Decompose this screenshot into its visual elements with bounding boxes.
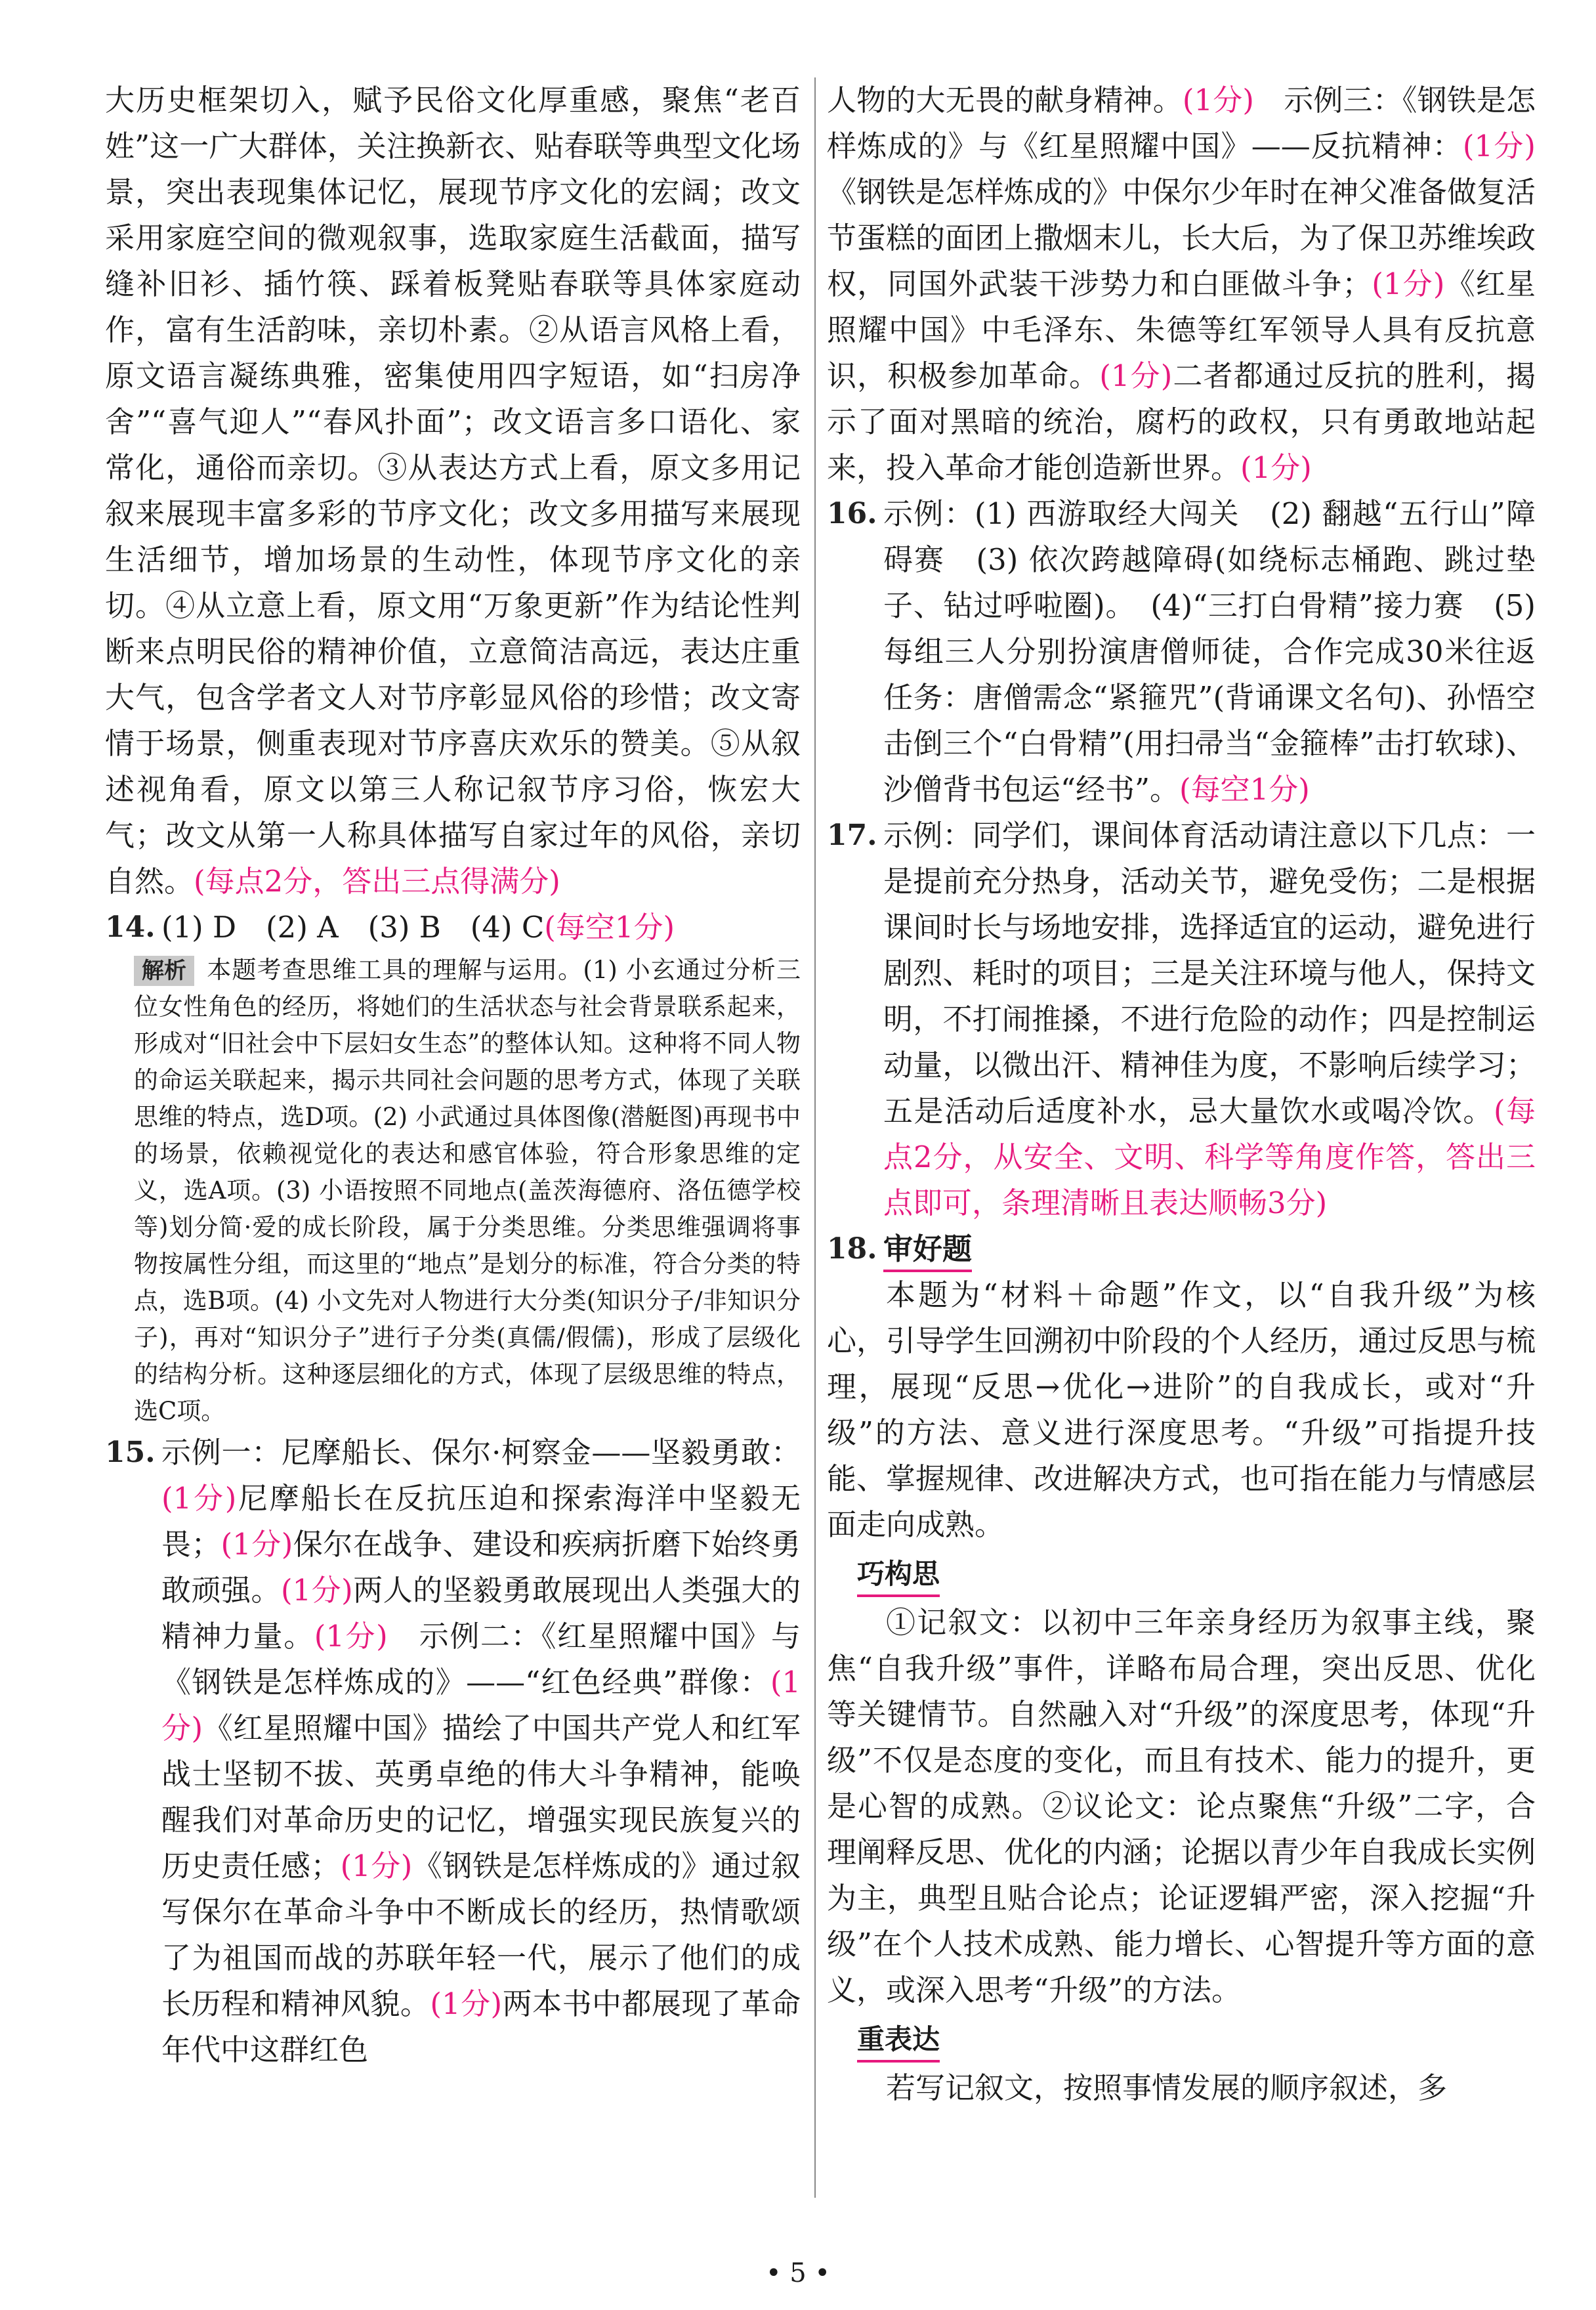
q15-continuation [827, 77, 1536, 491]
q17-number: 17. [827, 819, 877, 852]
q18-heading-3-wrap [827, 2016, 1536, 2063]
right-column [827, 77, 1536, 2211]
q17-answer [827, 813, 1536, 1226]
q15-score: (1分) [161, 1665, 801, 1745]
q14-score: (每空1分) [544, 910, 675, 945]
left-column [105, 77, 801, 2211]
q15-text: 《钢铁是怎样炼成的》中保尔少年时在神父准备做复活节蛋糕的面团上撒烟末儿，长大后，为了保卫苏维埃政权，同国外武装干涉势力和白匪做斗争； [827, 175, 1536, 301]
q15-score: (1分) [1240, 450, 1312, 485]
q15-score: (1分) [1182, 83, 1254, 118]
q15-text: 二者都通过反抗的胜利，揭示了面对黑暗的统治，腐朽的政权，只有勇敢地站起来，投入革命才能创造新世界。 [827, 358, 1536, 485]
q15-text: 《红星照耀中国》中毛泽东、朱德等红军领导人具有反抗意识，积极参加革命。 [827, 267, 1536, 393]
q15-text: 保尔在战争、建设和疾病折磨下始终勇敢顽强。 [161, 1527, 801, 1608]
q16-number: 16. [827, 497, 877, 530]
q16-text: 示例：(1) 西游取经大闯关 (2) 翻越“五行山”障碍赛 (3) 依次跨越障碍(如绕标志桶跑、跳过垫子、钻过呼啦圈)。 (4)“三打白骨精”接力赛 (5) 每组三人分别扮演唐僧师徒，合作完成30米往返任务：唐僧需念“紧箍咒”(背诵课文名句)、孙悟空击倒三个“白骨精”(用扫帚当“金箍棒”击打软球)、沙僧背书包运“经书”。 [883, 496, 1536, 807]
q13-text: 大历史框架切入，赋予民俗文化厚重感，聚焦“老百姓”这一广大群体，关注换新衣、贴春联等典型文化场景，突出表现集体记忆，展现节序文化的宏阔；改文采用家庭空间的微观叙事，选取家庭生活截面，描写缝补旧衫、插竹筷、踩着板凳贴春联等具体家庭动作，富有生活韵味，亲切朴素。②从语言风格上看，原文语言凝练典雅，密集使用四字短语，如“扫房净舍”“喜气迎人”“春风扑面”；改文语言多口语化、家常化，通俗而亲切。③从表达方式上看，原文多用记叙来展现丰富多彩的节序文化；改文多用描写来展现生活细节，增加场景的生动性，体现节序文化的亲切。④从立意上看，原文用“万象更新”作为结论性判断来点明民俗的精神价值，立意简洁高远，表达庄重大气，包含学者文人对节序彰显风俗的珍惜；改文寄情于场景，侧重表现对节序喜庆欢乐的赞美。⑤从叙述视角看，原文以第三人称记叙节序习俗，恢宏大气；改文从第一人称具体描写自家过年的风俗，亲切自然。 [105, 83, 801, 899]
q15-score: (1分) [220, 1527, 293, 1562]
q15-score: (1分) [314, 1619, 388, 1654]
q15-text: 《红星照耀中国》描绘了中国共产党人和红军战士坚韧不拔、英勇卓绝的伟大斗争精神，能唤醒我们对革命历史的记忆，增强实现民族复兴的历史责任感； [161, 1711, 801, 1883]
q15-text: 示例二：《红星照耀中国》与《钢铁是怎样炼成的》——“红色经典”群像： [161, 1619, 801, 1700]
q18-number: 18. [827, 1232, 877, 1266]
heading-qiao-gou-si: 巧构思 [857, 1554, 940, 1597]
q18-paragraph-2: ①记叙文：以初中三年亲身经历为叙事主线，聚焦“自我升级”事件，详略布局合理，突出反思、优化等关键情节。自然融入对“升级”的深度思考，体现“升级”不仅是态度的变化，而且有技术、能力的提升，更是心智的成熟。②议论文：论点聚焦“升级”二字，合理阐释反思、优化的内涵；论据以青少年自我成长实例为主，典型且贴合论点；论证逻辑严密，深入挖掘“升级”在个人技术成熟、能力增长、心智提升等方面的意义，或深入思考“升级”的方法。 [827, 1605, 1536, 2007]
analysis-label: 解析 [134, 956, 194, 986]
q15-score: (1分) [1372, 267, 1445, 301]
q18-heading-2-wrap [827, 1551, 1536, 1597]
q18-paragraph-1: 本题为“材料＋命题”作文，以“自我升级”为核心，引导学生回溯初中阶段的个人经历，通过反思与梳理，展现“反思→优化→进阶”的自我成长，或对“升级”的方法、意义进行深度思考。“升级”可指提升技能、掌握规律、改进解决方式，也可指在能力与情感层面走向成熟。 [827, 1277, 1536, 1542]
q15-text: 两本书中都展现了革命年代中这群红色 [161, 1986, 801, 2067]
q15-score: (1分) [1462, 129, 1536, 163]
q18-answer [827, 1226, 1536, 1272]
q16-score: (每空1分) [1179, 772, 1310, 807]
q14-text: (1) D (2) A (3) B (4) C [161, 910, 545, 945]
q15-text: 尼摩船长在反抗压迫和探索海洋中坚毅无畏； [161, 1481, 801, 1562]
q16-answer [827, 491, 1536, 813]
q15-text: 两人的坚毅勇敢展现出人类强大的精神力量。 [161, 1573, 801, 1654]
q15-text: 示例三：《钢铁是怎样炼成的》与《红星照耀中国》——反抗精神： [827, 83, 1536, 163]
q15-number: 15. [105, 1436, 156, 1469]
q17-score: (每点2分，从安全、文明、科学等角度作答，答出三点即可，条理清晰且表达顺畅3分) [883, 1094, 1536, 1220]
q15-answer [105, 1430, 801, 2073]
q15-text: 人物的大无畏的献身精神。 [827, 83, 1183, 118]
q17-text: 示例：同学们，课间体育活动请注意以下几点：一是提前充分热身，活动关节，避免受伤；二是根据课间时长与场地安排，选择适宜的运动，避免进行剧烈、耗时的项目；三是关注环境与他人，保持文明，不打闹推搡，不进行危险的动作；四是控制运动量，以微出汗、精神佳为度，不影响后续学习；五是活动后适度补水，忌大量饮水或喝冷饮。 [883, 818, 1536, 1128]
q15-score: (1分) [1099, 358, 1173, 393]
heading-zhong-biao-da: 重表达 [857, 2019, 940, 2063]
page-number: • 5 • [765, 2258, 831, 2288]
q14-analysis [134, 952, 801, 1430]
heading-shen-hao-ti: 审好题 [883, 1229, 972, 1272]
analysis-text: 本题考查思维工具的理解与运用。(1) 小玄通过分析三位女性角色的经历，将她们的生活状态与社会背景联系起来，形成对“旧社会中下层妇女生态”的整体认知。这种将不同人物的命运关联起来，揭示共同社会问题的思考方式，体现了关联思维的特点，选D项。(2) 小武通过具体图像(潜艇图)再现书中的场景，依赖视觉化的表达和感官体验，符合形象思维的定义，选A项。(3) 小语按照不同地点(盖茨海德府、洛伍德学校等)划分简·爱的成长阶段，属于分类思维。分类思维强调将事物按属性分组，而这里的“地点”是划分的标准，符合分类的特点，选B项。(4) 小文先对人物进行大分类(知识分子/非知识分子)，再对“知识分子”进行子分类(真儒/假儒)，形成了层级化的结构分析。这种逐层细化的方式，体现了层级思维的特点，选C项。 [134, 956, 801, 1425]
q14-number: 14. [105, 910, 156, 944]
q15-score: (1分) [161, 1481, 237, 1516]
q15-score: (1分) [280, 1573, 353, 1608]
q13-score: (每点2分，答出三点得满分) [194, 864, 560, 899]
q15-text: 《钢铁是怎样炼成的》通过叙写保尔在革命斗争中不断成长的经历，热情歌颂了为祖国而战的苏联年轻一代，展示了他们的成长历程和精神风貌。 [161, 1849, 801, 2021]
q18-paragraph-3: 若写记叙文，按照事情发展的顺序叙述，多 [886, 2070, 1448, 2105]
q15-text: 示例一：尼摩船长、保尔·柯察金——坚毅勇敢： [161, 1435, 801, 1470]
q14-answer [105, 905, 801, 951]
q15-score: (1分) [340, 1849, 413, 1883]
column-divider [814, 77, 816, 2198]
q15-score: (1分) [430, 1986, 503, 2021]
q13-continuation [105, 77, 801, 905]
